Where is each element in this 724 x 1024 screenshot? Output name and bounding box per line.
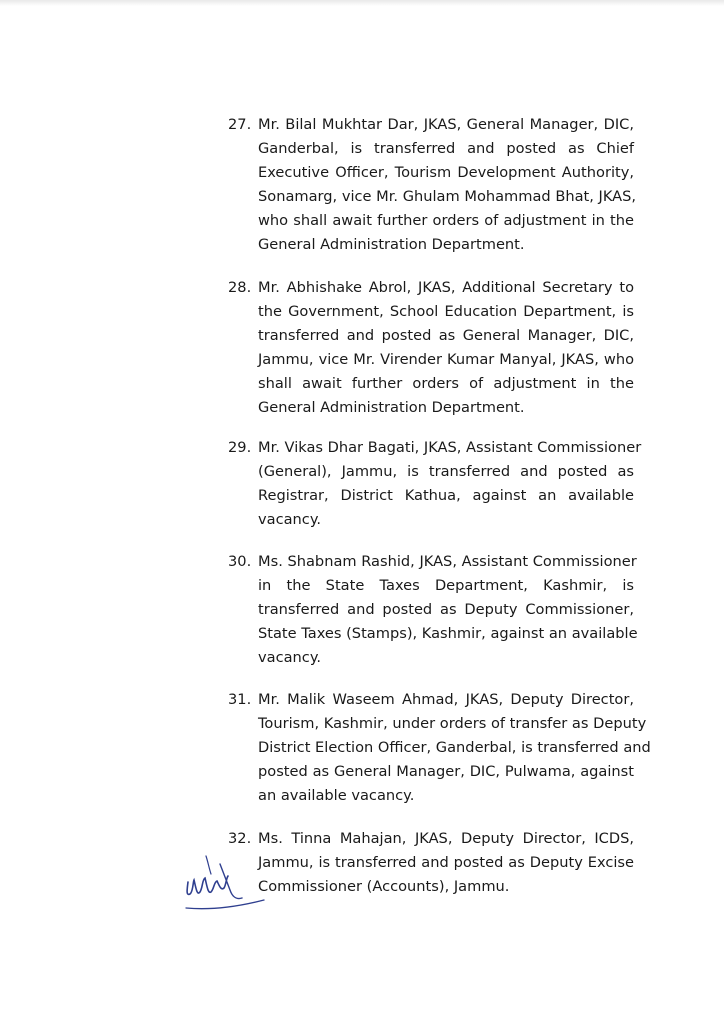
signature-mark (178, 852, 270, 922)
item-number: 30. (228, 553, 252, 570)
item-text (258, 688, 651, 808)
item-line: General Administration Department. (258, 399, 525, 416)
item-line: Ms. Tinna Mahajan, JKAS, Deputy Director, ICDS, (258, 830, 634, 847)
item-line: Registrar, District Kathua, against an available (258, 487, 634, 504)
item-text (258, 550, 638, 670)
item-line: Ganderbal, is transferred and posted as Chief (258, 140, 634, 157)
item-line: General Administration Department. (258, 236, 525, 253)
order-item-28 (228, 276, 634, 420)
item-line: Executive Officer, Tourism Development Authority, (258, 164, 634, 181)
item-line: transferred and posted as Deputy Commissioner, (258, 601, 634, 618)
item-line: posted as General Manager, DIC, Pulwama, against (258, 763, 634, 780)
item-line: transferred and posted as General Manager, DIC, (258, 327, 634, 344)
item-line: vacancy. (258, 511, 322, 528)
item-line: Mr. Malik Waseem Ahmad, JKAS, Deputy Director, (258, 691, 634, 708)
item-line: shall await further orders of adjustment in the (258, 375, 634, 392)
order-item-27 (228, 113, 637, 257)
item-text (258, 113, 637, 257)
order-item-31 (228, 688, 651, 808)
item-line: the Government, School Education Department, is (258, 303, 634, 320)
item-number: 28. (228, 279, 252, 296)
item-line: Mr. Abhishake Abrol, JKAS, Additional Secretary to (258, 279, 634, 296)
item-line: Commissioner (Accounts), Jammu. (258, 878, 510, 895)
item-text (258, 827, 634, 899)
item-number: 29. (228, 439, 252, 456)
item-line: District Election Officer, Ganderbal, is transferred and (258, 739, 651, 756)
item-text (258, 276, 634, 420)
item-line: in the State Taxes Department, Kashmir, is (258, 577, 634, 594)
order-item-32 (228, 827, 634, 899)
item-line: (General), Jammu, is transferred and posted as (258, 463, 634, 480)
item-number: 27. (228, 116, 252, 133)
item-line: Sonamarg, vice Mr. Ghulam Mohammad Bhat, JKAS, (258, 188, 637, 205)
order-item-30 (228, 550, 638, 670)
item-line: Tourism, Kashmir, under orders of transfer as Deputy (258, 715, 647, 732)
item-line: Ms. Shabnam Rashid, JKAS, Assistant Commissioner (258, 553, 637, 570)
item-number: 31. (228, 691, 252, 708)
item-line: Jammu, vice Mr. Virender Kumar Manyal, JKAS, who (258, 351, 634, 368)
item-line: vacancy. (258, 649, 322, 666)
order-item-29 (228, 436, 642, 532)
item-line: Jammu, is transferred and posted as Deputy Excise (258, 854, 634, 871)
item-number: 32. (228, 830, 252, 847)
item-line: Mr. Bilal Mukhtar Dar, JKAS, General Manager, DIC, (258, 116, 634, 133)
item-line: Mr. Vikas Dhar Bagati, JKAS, Assistant Commissioner (258, 439, 642, 456)
item-line: who shall await further orders of adjustment in the (258, 212, 634, 229)
item-text (258, 436, 642, 532)
item-line: an available vacancy. (258, 787, 415, 804)
item-line: State Taxes (Stamps), Kashmir, against an available (258, 625, 638, 642)
